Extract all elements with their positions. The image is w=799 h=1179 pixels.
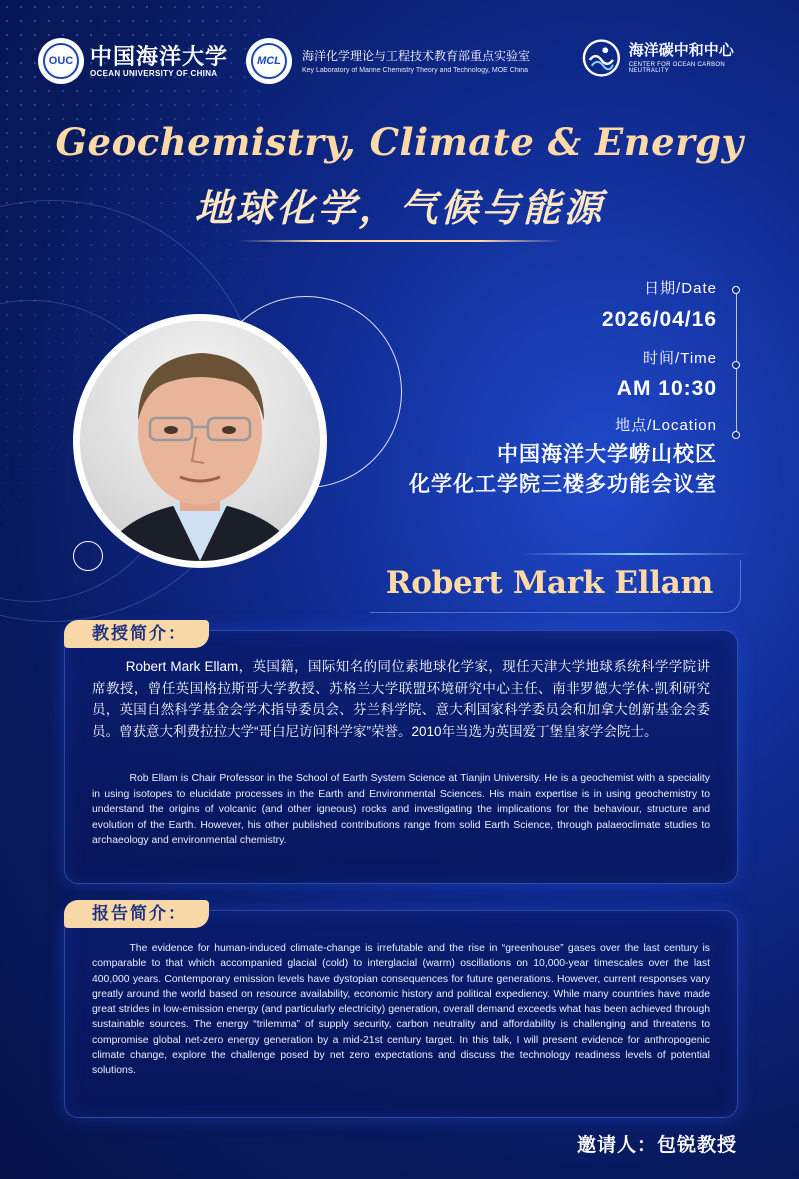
title-divider [238, 240, 562, 242]
ouc-logo [38, 38, 228, 84]
carbon-center-logo [582, 38, 763, 78]
date-value: 2026/04/16 [601, 308, 717, 331]
location-label: 地点/Location [615, 417, 717, 434]
time-value: AM 10:30 [616, 377, 717, 400]
ouc-name-cn: 中国海洋大学 [90, 43, 229, 70]
info-timeline [736, 290, 737, 437]
lab-logo [246, 38, 530, 84]
inviter: 邀请人：包锐教授 [576, 1134, 737, 1156]
lab-name-en: Key Laboratory of Marine Chemistry Theory and Technology, MOE China [302, 67, 529, 74]
abstract-tag: 报告简介： [64, 900, 209, 928]
lab-emblem-icon: MCL [246, 38, 292, 84]
speaker-portrait [80, 321, 320, 561]
ouc-emblem-icon: OUC [38, 38, 84, 84]
speaker-portrait-illustration [80, 321, 320, 561]
abstract-text: The evidence for human-induced climate-change is irrefutable and the rise in “greenhouse” gases over the last century is comparable to that which accompanied glacial (cold) to interglacial (warm) oscillations on 10,000-year timescales over the last 400,000 years. Contemporary emission levels have dystopian consequences for future generations. However, current responses vary greatly around the world based on resource availability, economic history and political expediency. While many countries have made great strides in low-emission energy (and particularly electricity) generation, overall demand exceeds what has been achieved through sustainable sources. The energy “trilemma” of supply security, carbon neutrality and affordability is challenging and threatens to compromise global net-zero energy generation by a mid-21st century target. In this talk, I will present evidence for anthropogenic climate change, explore the challenge posed by net zero expectations and discuss the technology readiness levels of potential solutions. [92, 943, 710, 1077]
time-label: 时间/Time [643, 350, 717, 367]
timeline-dot [732, 431, 740, 439]
location-line-2: 化学化工学院三楼多功能会议室 [409, 473, 717, 496]
title-english: Geochemistry, Climate & Energy [55, 120, 744, 164]
date-label: 日期/Date [644, 280, 717, 297]
bio-text-chinese: Robert Mark Ellam，英国籍，国际知名的同位素地球化学家，现任天津大学地球系统科学学院讲席教授，曾任英国格拉斯哥大学教授、苏格兰大学联盟环境研究中心主任、南非罗德大学休·凯利研究员，英国自然科学基金会学术指导委员会、芬兰科学院、意大利国家科学委员会和加拿大创新基金会委员。曾获意大利费拉拉大学“哥白尼访问科学家”荣誉。2010年当选为英国爱丁堡皇家学会院士。 [92, 659, 710, 739]
speaker-name: Robert Mark Ellam [385, 565, 713, 601]
carbon-center-emblem-icon [582, 38, 621, 78]
name-highlight-line [520, 553, 750, 555]
timeline-dot [732, 286, 740, 294]
bio-tag: 教授简介： [64, 620, 209, 648]
carbon-center-name-en: CENTER FOR OCEAN CARBON NEUTRALITY [628, 62, 725, 74]
timeline-dot [732, 361, 740, 369]
location-line-1: 中国海洋大学崂山校区 [497, 443, 717, 466]
header-logos [38, 38, 763, 93]
bio-text-english: Rob Ellam is Chair Professor in the School of Earth System Science at Tianjin University. He is a geochemist with a speciality in using isotopes to elucidate processes in the Earth and Environmental Sciences. His main expertise is in using geochemistry to understand the origins of volcanic (and other igneous) rocks and investigating the implications for the behaviour, structure and evolution of the Earth. However, his other published contributions range from solid Earth Science, through palaeoclimate studies to archaeology and environmental chemistry. [92, 773, 710, 846]
lab-name-cn: 海洋化学理论与工程技术教育部重点实验室 [302, 49, 531, 63]
title-chinese: 地球化学，气候与能源 [194, 188, 605, 230]
carbon-center-name-cn: 海洋碳中和中心 [628, 42, 734, 59]
decorative-small-ring [73, 541, 103, 571]
ouc-name-en: OCEAN UNIVERSITY OF CHINA [90, 68, 218, 78]
